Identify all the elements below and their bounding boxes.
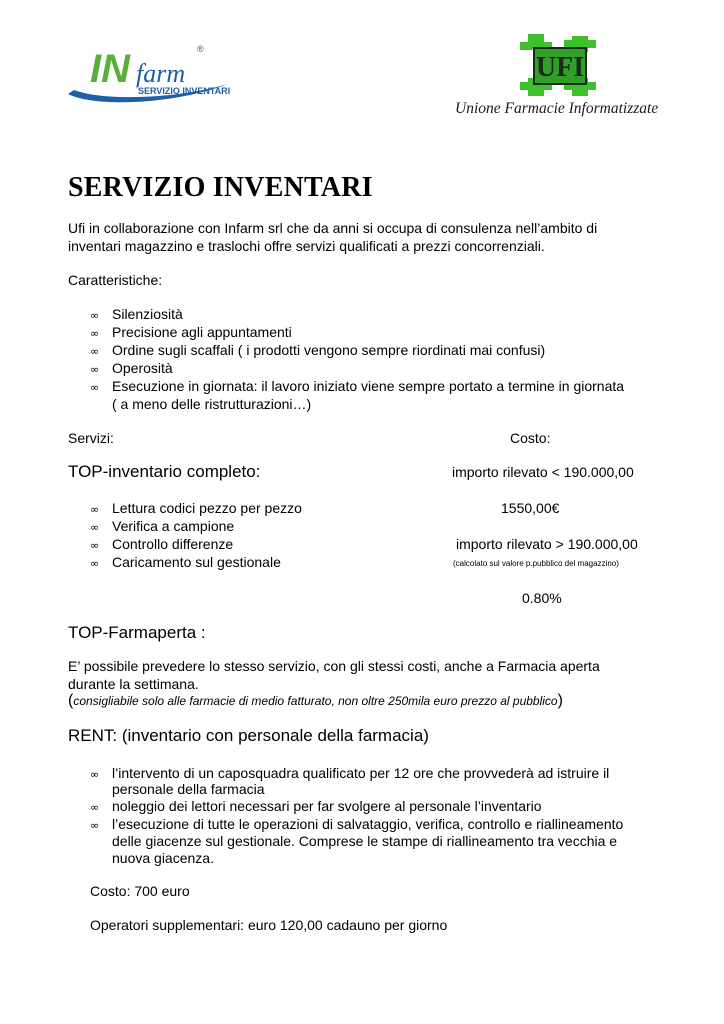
- rent-item-continuation: nuova giacenza.: [112, 850, 214, 866]
- rent-item: l’esecuzione di tutte le operazioni di salvataggio, verifica, controllo e riallineamento: [112, 816, 624, 832]
- feature-item: Ordine sugli scaffali ( i prodotti vengono sempre riordinati mai confusi): [112, 342, 546, 358]
- bullet-icon: ∞: [90, 345, 100, 358]
- service-item: Controllo differenze: [112, 536, 234, 552]
- price-percentage: 0.80%: [522, 590, 562, 606]
- feature-item-continuation: ( a meno delle ristrutturazioni…): [112, 396, 312, 412]
- rent-heading: RENT: (inventario con personale della farmacia): [68, 726, 429, 745]
- farmaperta-text-line-2: durante la settimana.: [68, 676, 199, 692]
- infarm-logo-farm: farm: [136, 59, 186, 88]
- infarm-logo-graphic: [66, 38, 236, 104]
- feature-item: Silenziosità: [112, 306, 183, 322]
- price-note-text: calcolato sul valore p.pubblico del magazzino: [455, 559, 617, 568]
- bullet-icon: ∞: [90, 539, 100, 552]
- price-note-close-paren: ): [616, 559, 619, 568]
- rent-item-continuation: personale della farmacia: [112, 781, 265, 797]
- infarm-logo: [66, 38, 236, 104]
- feature-item: Esecuzione in giornata: il lavoro iniziato viene sempre portato a termine in giornata: [112, 378, 625, 394]
- infarm-logo-subtitle: SERVIZIO INVENTARI: [138, 86, 231, 96]
- note-close-paren: ): [557, 692, 563, 709]
- farmaperta-note-text: consigliabile solo alle farmacie di medio fatturato, non oltre 250mila euro prezzo al pubblico: [73, 694, 558, 708]
- top-farmaperta-heading: TOP-Farmaperta :: [68, 623, 206, 642]
- price-fixed: 1550,00€: [501, 500, 560, 516]
- infarm-logo-in: IN: [90, 47, 130, 91]
- ufi-logo-letters: UFI: [535, 52, 585, 83]
- bullet-icon: ∞: [90, 801, 100, 814]
- intro-line-2: inventari magazzino e traslochi offre servizi qualificati a prezzi concorrenziali.: [68, 238, 545, 254]
- service-item: Caricamento sul gestionale: [112, 554, 281, 570]
- bullet-icon: ∞: [90, 768, 100, 781]
- bullet-icon: ∞: [90, 309, 100, 322]
- rent-cost: Costo: 700 euro: [90, 883, 190, 899]
- rent-extra-operators: Operatori supplementari: euro 120,00 cadauno per giorno: [90, 917, 448, 933]
- bullet-icon: ∞: [90, 381, 100, 394]
- service-item: Lettura codici pezzo per pezzo: [112, 500, 302, 516]
- farmaperta-note: [68, 692, 563, 710]
- bullet-icon: ∞: [90, 503, 100, 516]
- price-high: importo rilevato > 190.000,00: [456, 536, 638, 552]
- bullet-icon: ∞: [90, 363, 100, 376]
- note-open-paren: (: [68, 692, 74, 709]
- ufi-logo: [520, 34, 600, 98]
- price-low: importo rilevato < 190.000,00: [452, 464, 634, 480]
- cost-label: Costo:: [510, 430, 551, 446]
- ufi-caption: Unione Farmacie Informatizzate: [455, 100, 659, 117]
- bullet-icon: ∞: [90, 327, 100, 340]
- ufi-logo-graphic: [520, 34, 600, 98]
- page-title: SERVIZIO INVENTARI: [68, 172, 373, 203]
- price-note-open-paren: (: [453, 559, 456, 568]
- farmaperta-text-line-1: E’ possibile prevedere lo stesso servizio, con gli stessi costi, anche a Farmacia aperta: [68, 658, 600, 674]
- services-label: Servizi:: [68, 430, 114, 446]
- bullet-icon: ∞: [90, 557, 100, 570]
- rent-item: noleggio dei lettori necessari per far svolgere al personale l’inventario: [112, 798, 542, 814]
- feature-item: Operosità: [112, 360, 173, 376]
- bullet-icon: ∞: [90, 819, 100, 832]
- service-item: Verifica a campione: [112, 518, 235, 534]
- features-label: Caratteristiche:: [68, 272, 163, 288]
- feature-item: Precisione agli appuntamenti: [112, 324, 292, 340]
- rent-item: l’intervento di un caposquadra qualificato per 12 ore che provvederà ad istruire il: [112, 765, 610, 781]
- top-inventario-heading: TOP-inventario completo:: [68, 462, 261, 481]
- rent-item-continuation: delle giacenze sul gestionale. Comprese le stampe di riallineamento tra vecchia e: [112, 833, 618, 849]
- registered-mark: ®: [197, 44, 204, 54]
- bullet-icon: ∞: [90, 521, 100, 534]
- price-note: [453, 555, 619, 572]
- intro-line-1: Ufi in collaborazione con Infarm srl che da anni si occupa di consulenza nell’ambito di: [68, 220, 598, 236]
